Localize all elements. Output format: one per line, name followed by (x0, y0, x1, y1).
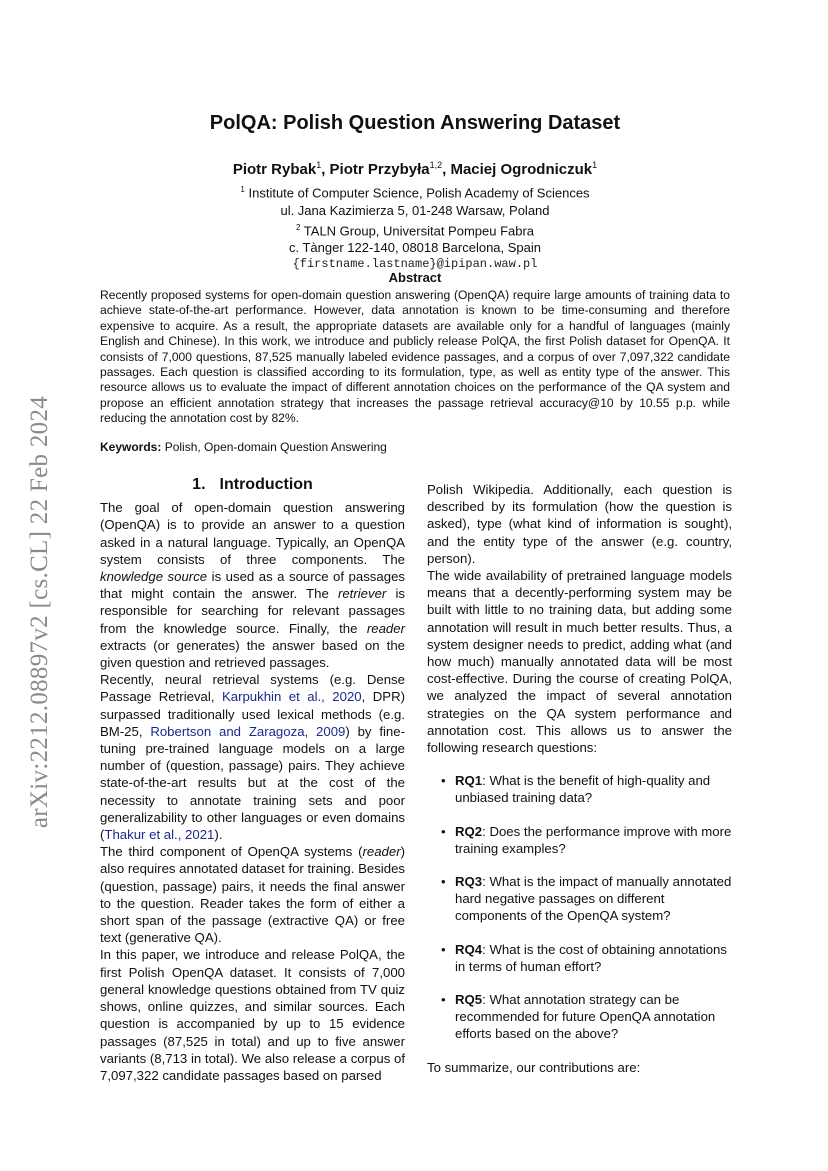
left-column (100, 476, 405, 1084)
citation-link[interactable]: Thakur et al., 2021 (104, 827, 215, 843)
affiliation-name: TALN Group, Universitat Pompeu Fabra (303, 223, 535, 239)
citation-link[interactable]: Robertson and Zaragoza, 2009 (150, 723, 346, 739)
keywords-text: Polish, Open-domain Question Answering (164, 440, 387, 454)
author-list: Piotr Rybak$^1$, Piotr Przybyła$^{1,2}$, Maciej Ogrodniczuk$^1$ (232, 160, 598, 178)
list-item (427, 823, 732, 857)
text-run: ). (214, 827, 223, 843)
paragraph: The wide availability of pretrained language models means that a decently-performing system may be built with little to no training data, but adding some annotation will result in much better results. Thus, a system designer needs to predict, adding what (and how much) manually annotated data will be most cost-effective. During the course of creating PolQA, we analyzed the impact of several annotation strategies on the QA system performance and annotation cost. This allows us to answer the following research questions: (427, 568, 732, 756)
affiliation-2-address: c. Tànger 122-140, 08018 Barcelona, Spain (289, 240, 541, 256)
keywords (100, 440, 730, 454)
emphasis: reader (362, 844, 401, 860)
rq-label: RQ5 (455, 992, 483, 1008)
affiliation-2 (100, 219, 730, 240)
bullet-icon: • (441, 823, 446, 839)
author-affiliation-mark: 1 (316, 160, 322, 170)
arxiv-side-stamp (22, 372, 58, 852)
affiliation-name: Institute of Computer Science, Polish Academy of Sciences (248, 185, 590, 201)
text-run: The goal of open-domain question answering (OpenQA) is to provide an answer to a question asked in a natural language. Typically, an OpenQA system consists of three components. The (100, 500, 405, 567)
research-questions-list (427, 772, 732, 1042)
abstract-text: Recently proposed systems for open-domain question answering (OpenQA) require large amounts of training data to achieve state-of-the-art performance. However, data annotation is known to be time-consuming and therefore expensive to acquire. As a result, the appropriate datasets are available only for a handful of languages (mainly English and Chinese). In this work, we introduce and publicly release PolQA, the first Polish dataset for OpenQA. It consists of 7,000 questions, 87,525 manually labeled evidence passages, and a corpus of over 7,097,322 candidate passages. Each question is classified according to its formulation, type, as well as entity type of the answer. This resource allows us to evaluate the impact of different annotation choices on the performance of the QA system and propose an efficient annotation strategy that increases the passage retrieval accuracy@10 by 10.55 p.p. while reducing the annotation cost by 82%. (100, 288, 730, 426)
rq-label: RQ4 (455, 941, 483, 957)
rq-label: RQ2 (455, 823, 483, 839)
section-number: 1. (192, 476, 206, 493)
paragraph (100, 843, 405, 946)
rq-text: : What annotation strategy can be recommended for future OpenQA annotation efforts based on the above? (455, 992, 716, 1042)
keywords-label: Keywords: (100, 440, 162, 454)
text-run: is responsible for searching for relevant passages from the knowledge source. Finally, the (100, 586, 405, 636)
abstract-heading: Abstract (388, 270, 442, 285)
author-email: {firstname.lastname}@ipipan.waw.pl (292, 257, 538, 272)
paragraph: In this paper, we introduce and release PolQA, the first Polish OpenQA dataset. It consists of 7,000 general knowledge questions obtained from TV quiz shows, online quizzes, and similar sources. Each question is accompanied by up to 15 evidence passages (87,525 in total) and up to five answer variants (8,713 in total). We also release a corpus of 7,097,322 candidate passages based on parsed (100, 947, 405, 1083)
list-item (427, 991, 732, 1043)
section-heading (100, 476, 405, 493)
paragraph: Polish Wikipedia. Additionally, each question is described by its formulation (how the question is asked), type (what kind of information is sought), and the entity type of the answer (e.g. country, person). (427, 482, 732, 566)
rq-label: RQ1 (455, 773, 483, 789)
citation-link[interactable]: Karpukhin et al., 2020 (221, 689, 362, 705)
author-affiliation-mark: 1,2 (429, 160, 443, 170)
summary-sentence: To summarize, our contributions are: (427, 1059, 641, 1075)
author-name: Piotr Przybyła (329, 161, 430, 178)
rq-text: : What is the benefit of high-quality and unbiased training data? (455, 773, 711, 806)
paper-title: PolQA: Polish Question Answering Dataset (209, 112, 621, 134)
bullet-icon: • (441, 773, 446, 789)
bullet-icon: • (441, 874, 446, 890)
author-affiliation-mark: 1 (592, 160, 598, 170)
text-run: Recently, neural retrieval systems (e.g. Dense Passage Retrieval, (100, 672, 405, 705)
arxiv-identifier: arXiv:2212.08897v2 [cs.CL] 22 Feb 2024 (26, 395, 53, 829)
text-run: ) by fine-tuning pre-trained language models on a large number of (question, passage) pairs. They achieve state-of-the-art results but at the cost of the necessity to annotate training sets and poor generalizability to other languages or even domains ( (100, 723, 405, 843)
paragraph (100, 499, 405, 671)
rq-text: : What is the impact of manually annotated hard negative passages on different components of the OpenQA system? (455, 874, 732, 924)
section-title: Introduction (219, 476, 313, 493)
emphasis: retriever (337, 586, 387, 602)
bullet-icon: • (441, 992, 446, 1008)
list-item (427, 873, 732, 925)
list-item (427, 941, 732, 975)
author-block (100, 160, 730, 273)
affiliation-1-address: ul. Jana Kazimierza 5, 01-248 Warsaw, Poland (280, 202, 550, 218)
emphasis: knowledge source (100, 569, 208, 585)
text-run: The third component of OpenQA systems ( (100, 844, 363, 860)
right-column (427, 481, 732, 1076)
affiliation-mark: 1 (240, 185, 245, 194)
author-name: Piotr Rybak (232, 161, 317, 178)
rq-text: : What is the cost of obtaining annotations in terms of human effort? (455, 941, 727, 974)
text-run: ) also requires annotated dataset for training. Besides (question, passage) pairs, it needs the final answer to the question. Reader takes the form of either a short span of the passage (extractive QA) or free text (generative QA). (100, 844, 405, 946)
emphasis: reader (366, 620, 405, 636)
paragraph (100, 671, 405, 843)
text-run: is used as a source of passages that might contain the answer. The (100, 569, 405, 602)
bullet-icon: • (441, 941, 446, 957)
list-item (427, 772, 732, 806)
affiliation-mark: 2 (295, 222, 301, 232)
affiliation-1 (100, 181, 730, 202)
author-name: Maciej Ogrodniczuk (450, 161, 593, 178)
rq-label: RQ3 (455, 874, 483, 890)
text-run: extracts (or generates) the answer based on the given question and retrieved passages. (100, 637, 405, 671)
text-run: , DPR) surpassed traditionally used lexical methods (e.g. BM-25, (100, 689, 405, 739)
rq-text: : Does the performance improve with more training examples? (455, 823, 732, 856)
